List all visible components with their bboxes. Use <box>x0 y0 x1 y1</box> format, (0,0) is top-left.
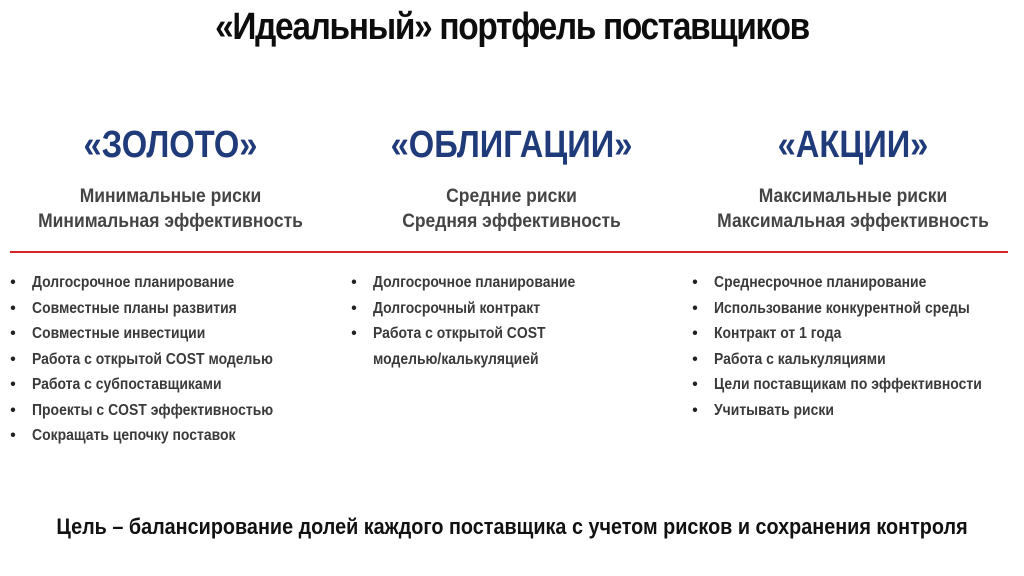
bullet-icon: • <box>10 376 16 393</box>
list-item: • Работа с открытой COST моделью <box>8 347 338 373</box>
bullet-icon: • <box>692 401 698 419</box>
bullet-icon: • <box>692 325 698 342</box>
list-item: • Цели поставщикам по эффективности <box>690 372 1020 398</box>
list-item: • Долгосрочный контракт <box>349 296 679 322</box>
bullet-icon: • <box>10 274 16 291</box>
section-divider <box>10 251 1008 253</box>
bullet-icon: • <box>692 350 698 368</box>
bullet-list-gold <box>8 270 338 449</box>
bullet-icon: • <box>351 299 357 317</box>
list-item: • Работа с калькуляциями <box>690 347 1020 373</box>
bullet-list-stocks <box>690 270 1020 423</box>
bullet-icon: • <box>10 350 16 368</box>
bullet-list-bonds <box>349 270 679 372</box>
risk-label-gold: Минимальные риски <box>79 186 262 207</box>
bullet-icon: • <box>351 325 357 342</box>
list-item: • Учитывать риски <box>690 398 1020 424</box>
list-item: • Сокращать цепочку поставок <box>8 423 338 449</box>
bullet-icon: • <box>10 299 16 317</box>
list-item: • Использование конкурентной среды <box>690 296 1020 322</box>
list-item: • Совместные инвестиции <box>8 321 338 347</box>
bullet-icon: • <box>351 274 357 291</box>
column-heading-gold: «ЗОЛОТО» <box>83 124 258 166</box>
list-item: • Долгосрочное планирование <box>8 270 338 296</box>
list-item: • Среднесрочное планирование <box>690 270 1020 296</box>
page-title: «Идеальный» портфель поставщиков <box>215 6 809 48</box>
efficiency-label-bonds: Средняя эффективность <box>402 211 621 232</box>
bullet-icon: • <box>692 376 698 393</box>
bullet-icon: • <box>10 427 16 444</box>
bullet-icon: • <box>692 299 698 317</box>
list-item: • Проекты с COST эффективностью <box>8 398 338 424</box>
list-item: • Совместные планы развития <box>8 296 338 322</box>
risk-label-bonds: Средние риски <box>446 186 577 207</box>
column-gold <box>0 0 341 576</box>
efficiency-label-gold: Минимальная эффективность <box>38 211 303 232</box>
bullet-icon: • <box>10 401 16 419</box>
efficiency-label-stocks: Максимальная эффективность <box>717 211 989 232</box>
bullet-icon: • <box>10 325 16 342</box>
list-item: • Контракт от 1 года <box>690 321 1020 347</box>
list-item: • Долгосрочное планирование <box>349 270 679 296</box>
column-heading-bonds: «ОБЛИГАЦИИ» <box>390 124 633 166</box>
column-heading-stocks: «АКЦИИ» <box>777 124 929 166</box>
list-item-continuation: моделью/калькуляцией <box>373 350 539 368</box>
list-item: • Работа с открытой COST <box>349 321 679 347</box>
list-item: • Работа с субпоставщиками <box>8 372 338 398</box>
bullet-icon: • <box>692 274 698 291</box>
column-stocks <box>682 0 1024 576</box>
risk-label-stocks: Максимальные риски <box>758 186 948 207</box>
column-bonds <box>341 0 682 576</box>
goal-statement: Цель – балансирование долей каждого поставщика с учетом рисков и сохранения контроля <box>56 514 968 539</box>
